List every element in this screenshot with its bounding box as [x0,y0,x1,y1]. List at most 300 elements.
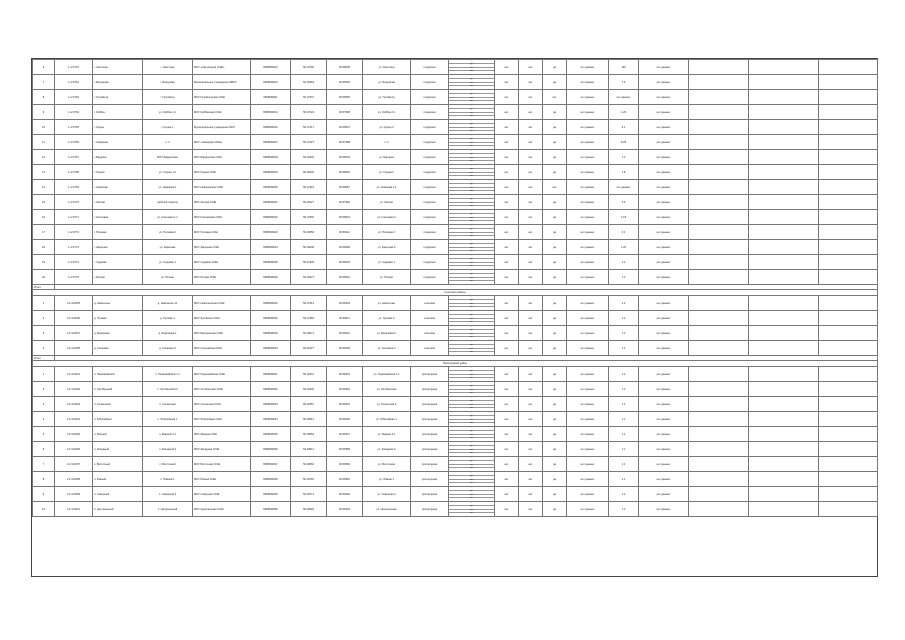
sub-cell: да [449,244,494,248]
cell-n: 16 [33,210,55,225]
cell-c13: нет данных [567,180,609,195]
sub-cell: да [449,502,494,506]
sub-cell: нет [449,334,494,338]
cell-c13: нет данных [567,382,609,397]
table-row [33,296,878,311]
cell-c11: нет [519,270,543,285]
cell-empty [689,120,749,135]
cell-sublist [449,367,494,381]
table-row [33,120,878,135]
cell-c1: 1.1/1/769 [55,180,93,195]
cell-c9: городская [411,90,449,105]
cell-c11: нет [519,382,543,397]
cell-c5: 6658390012 [251,75,291,90]
cell-n: 9 [33,487,55,502]
cell-empty [749,502,819,517]
cell-c10: нет [495,225,519,240]
cell-c10: нет [495,472,519,487]
cell-multi [449,225,495,240]
cell-c11: нет [519,311,543,326]
cell-c8: п. 2 [363,135,411,150]
sub-cell: нет [469,175,474,178]
cell-c9: городская [411,270,449,285]
table-row [33,240,878,255]
cell-c3: г. Безрукова [143,75,193,90]
sub-cell: да [449,311,494,315]
cell-c8: ул. Горная 2 [363,165,411,180]
cell-empty [749,412,819,427]
cell-n: 7 [33,457,55,472]
cell-c13: нет данных [567,326,609,341]
cell-empty [819,165,878,180]
cell-c1: 1.1/1/763 [55,90,93,105]
cell-c14: 6.1 [609,120,639,135]
cell-c6: 56.18227 [291,270,327,285]
cell-multi [449,210,495,225]
cell-c10: нет [495,341,519,356]
cell-c9: пригородная [411,367,449,382]
cell-c2: п. Центральный [93,502,143,517]
cell-empty [749,90,819,105]
cell-c6: 56.18457 [291,397,327,412]
cell-c2: г. Куйбин [93,105,143,120]
cell-empty [819,296,878,311]
cell-empty [689,326,749,341]
cell-c10: нет [495,296,519,311]
cell-c13: нет данных [567,90,609,105]
sub-cell: нет [469,220,474,223]
cell-sublist [449,135,494,149]
sub-cell: нет [449,450,494,454]
cell-c8: ул. Новикова 2.1 [363,180,411,195]
cell-c12: да [543,382,567,397]
cell-empty [689,135,749,150]
cell-empty [749,427,819,442]
cell-sublist [449,457,494,471]
cell-c5: 6658390025 [251,255,291,270]
cell-c15: нет данных [639,412,689,427]
sub-cell: нет [469,407,474,410]
cell-empty [689,367,749,382]
cell-c1: 1.1/1/775 [55,270,93,285]
cell-c8: ул. Бардина [363,150,411,165]
cell-c8: ул. Берёзовка 2 [363,326,411,341]
cell-c13: нет данных [567,472,609,487]
cell-c5: 6658390019 [251,165,291,180]
cell-empty [819,60,878,75]
cell-c14: 1.1 [609,457,639,472]
cell-c11: нет [519,442,543,457]
cell-c2: п. Южный [93,472,143,487]
cell-c1: 2.1/1/1/002 [55,382,93,397]
cell-c5: 6658390034 [251,341,291,356]
cell-c12: да [543,255,567,270]
cell-c15: нет данных [639,90,689,105]
cell-c15: нет данных [639,75,689,90]
cell-c12: да [543,472,567,487]
cell-empty [819,105,878,120]
cell-c5: 6658390024 [251,240,291,255]
table-row [33,326,878,341]
cell-c6: 56.17972 [291,90,327,105]
sub-cell: да [449,210,494,214]
cell-c15: нет данных [639,472,689,487]
sub-cell: нет [449,510,494,514]
cell-c3: д. Сосновка 3 [143,341,193,356]
cell-c4: МОУ Лесная СОШ [193,195,251,210]
cell-c11: нет [519,427,543,442]
cell-empty [749,397,819,412]
cell-c12: да [543,120,567,135]
cell-c13: нет данных [567,165,609,180]
sub-cell: нет [469,482,474,485]
cell-c11: нет [519,472,543,487]
cell-n: 11 [33,135,55,150]
cell-c3: п. Северный 2 [143,487,193,502]
cell-c14: 1.2 [609,296,639,311]
cell-multi [449,105,495,120]
cell-c11: нет [519,326,543,341]
cell-c11: нет [519,457,543,472]
sub-cell: нет [449,495,494,499]
cell-c7: 60.58369 [327,457,363,472]
cell-empty [819,225,878,240]
cell-empty [749,382,819,397]
cell-c9: городская [411,105,449,120]
cell-c9: пригородная [411,412,449,427]
cell-c1: 4.1/1/1/008 [55,341,93,356]
cell-c1: 2.1/1/1/003 [55,397,93,412]
cell-empty [689,457,749,472]
cell-empty [689,382,749,397]
cell-c1: 1.1/1/768 [55,165,93,180]
cell-c3: МОУ Бардинская [143,150,193,165]
sub-cell: да [449,105,494,109]
cell-c13: нет данных [567,296,609,311]
cell-empty [749,326,819,341]
cell-empty [749,341,819,356]
sub-cell: да [449,386,494,390]
sub-cell: да [449,472,494,476]
sub-cell: да [449,367,494,371]
cell-c14: 1.1 [609,367,639,382]
cell-c13: нет данных [567,105,609,120]
cell-c9: городская [411,135,449,150]
sub-cell: нет [469,130,474,133]
cell-c12: да [543,270,567,285]
sub-cell: да [449,60,494,64]
cell-c6: 56.18564 [291,427,327,442]
cell-c7: 60.58004 [327,150,363,165]
cell-n: 3 [33,397,55,412]
cell-c14: 1.18 [609,210,639,225]
cell-c1: 4.1/1/1/007 [55,326,93,341]
cell-c8: ул. Солнечная 2 [363,397,411,412]
cell-c9: городская [411,165,449,180]
cell-sublist [449,442,494,456]
cell-sublist [449,225,494,239]
cell-c10: нет [495,255,519,270]
cell-c3: ул. Горная 1.2 [143,165,193,180]
sub-cell: нет [449,113,494,117]
cell-empty [819,326,878,341]
cell-c15: нет данных [639,397,689,412]
cell-empty [689,180,749,195]
cell-c13: нет данных [567,270,609,285]
sub-cell: да [449,154,494,158]
cell-c4: МОУ Речная СОШ [193,270,251,285]
cell-c6: 56.18356 [291,225,327,240]
cell-c8: ул. Восточная [363,457,411,472]
cell-c2: д. Сосновка [93,341,143,356]
cell-c7: 60.58231 [327,326,363,341]
table-row [33,487,878,502]
cell-empty [819,367,878,382]
cell-c8: ул. Западная 3 [363,442,411,457]
table-row [33,180,878,195]
cell-c4: МОУ Новиковская СОШ [193,180,251,195]
cell-empty [689,442,749,457]
sub-cell: да [449,169,494,173]
cell-empty [819,210,878,225]
cell-c15: нет данных [639,457,689,472]
cell-c5: 6658390045 [251,427,291,442]
cell-c14: 1.1 [609,472,639,487]
cell-c10: нет [495,311,519,326]
cell-c6: 56.18127 [291,195,327,210]
cell-c7: 60.58336 [327,412,363,427]
cell-c8: ул. Луговая 4 [363,311,411,326]
cell-multi [449,60,495,75]
sub-cell: да [449,491,494,495]
table-row [33,367,878,382]
cell-sublist [449,255,494,269]
cell-c1: 1.1/1/771 [55,210,93,225]
cell-c15: нет данных [639,427,689,442]
cell-c5: 6658390044 [251,412,291,427]
cell-multi [449,240,495,255]
cell-c6: 56.18245 [291,165,327,180]
cell-c15: нет данных [639,382,689,397]
cell-c9: городская [411,180,449,195]
cell-c2: п. Солнечный [93,397,143,412]
sub-cell: нет [469,160,474,163]
table-row [33,255,878,270]
sub-cell: да [449,79,494,83]
cell-c15: нет данных [639,120,689,135]
cell-empty [819,180,878,195]
sub-cell: нет [469,250,474,253]
cell-c14: 100 [609,60,639,75]
cell-c12: нет [543,180,567,195]
sub-cell: нет [449,203,494,207]
cell-c13: нет данных [567,210,609,225]
cell-n: 12 [33,150,55,165]
sub-cell: нет [469,115,474,118]
cell-empty [749,311,819,326]
cell-multi [449,427,495,442]
sub-cell: да [449,330,494,334]
cell-c8: ул. Лесная [363,195,411,210]
sub-cell: нет [449,218,494,222]
cell-n: 5 [33,427,55,442]
cell-c5: 6658390020 [251,180,291,195]
cell-c7: 60.58002 [327,165,363,180]
sub-cell: да [449,90,494,94]
sub-cell: нет [469,377,474,380]
sub-cell: нет [449,405,494,409]
cell-empty [749,240,819,255]
cell-c3: ул. Полевая 2 [143,225,193,240]
cell-n: 10 [33,502,55,517]
sub-cell: нет [469,306,474,309]
cell-c5: 6658390023 [251,225,291,240]
cell-empty [819,270,878,285]
cell-c3: п. Западный 3 [143,442,193,457]
cell-empty [819,75,878,90]
sub-cell: нет [469,392,474,395]
cell-c2: г. Бардина [93,150,143,165]
cell-multi [449,472,495,487]
cell-c9: городская [411,255,449,270]
cell-empty [819,150,878,165]
table-row [33,341,878,356]
sub-cell: да [449,274,494,278]
cell-multi [449,412,495,427]
cell-c9: сельская [411,296,449,311]
cell-c5: 6658390026 [251,270,291,285]
cell-c7: 60.58003 [327,255,363,270]
sub-cell: нет [449,278,494,282]
sub-cell: да [449,442,494,446]
cell-sublist [449,120,494,134]
cell-c4: МОУ Заречная СОШ [193,240,251,255]
cell-c2: д. Новоселье [93,296,143,311]
cell-c7: 60.58007 [327,120,363,135]
cell-c7: 60.58315 [327,382,363,397]
cell-c5: 6658390032 [251,311,291,326]
cell-n: 10 [33,120,55,135]
sub-cell: нет [449,233,494,237]
cell-c5: 6658380012 [251,60,291,75]
cell-c4: МОУ Полевая СОШ [193,225,251,240]
cell-c14: нет данных [609,180,639,195]
cell-empty [749,296,819,311]
sub-cell: да [449,270,494,274]
cell-c10: нет [495,120,519,135]
cell-n: 4 [33,341,55,356]
cell-c15: нет данных [639,60,689,75]
cell-c12: да [543,225,567,240]
cell-empty [749,472,819,487]
cell-empty [819,487,878,502]
cell-c6: 56.18718 [291,472,327,487]
cell-c14: 1.26 [609,240,639,255]
cell-c8: ул. Южная 1 [363,472,411,487]
cell-c15: нет данных [639,105,689,120]
cell-c2: г. Светлица [93,60,143,75]
table-row [33,60,878,75]
cell-c6: 56.18611 [291,442,327,457]
cell-sublist [449,326,494,340]
cell-c3: ул. Садовая 1 [143,255,193,270]
cell-c11: нет [519,397,543,412]
cell-c6: 56.18512 [291,412,327,427]
sub-cell: да [449,225,494,229]
cell-c9: пригородная [411,472,449,487]
cell-c8: ул. Садовая 1 [363,255,411,270]
cell-c12: да [543,457,567,472]
cell-sublist [449,90,494,104]
cell-empty [819,240,878,255]
sub-cell: да [449,180,494,184]
sub-cell: нет [449,143,494,147]
cell-c10: нет [495,165,519,180]
cell-c8: ул. Кущин 3 [363,120,411,135]
cell-c6: 56.18304 [291,150,327,165]
cell-c7: 60.57998 [327,105,363,120]
cell-empty [689,105,749,120]
cell-c10: нет [495,240,519,255]
cell-empty [819,255,878,270]
sub-cell: да [449,135,494,139]
sub-cell: да [449,427,494,431]
cell-c5: 6658390048 [251,472,291,487]
cell-c7: 60.58358 [327,442,363,457]
cell-c11: нет [519,412,543,427]
table-row [33,105,878,120]
cell-c10: нет [495,502,519,517]
cell-c7: 60.58347 [327,427,363,442]
cell-c14: 1.1 [609,412,639,427]
cell-empty [819,90,878,105]
cell-c6: 56.17905 [291,255,327,270]
sub-cell: да [449,229,494,233]
cell-c4: Муниципальное учреждение МБОУ [193,75,251,90]
cell-c3: рабочий поселок [143,195,193,210]
cell-c8: ул. Северная 2 [363,487,411,502]
cell-c14: 1.1 [609,502,639,517]
cell-c9: городская [411,75,449,90]
cell-empty [819,341,878,356]
cell-c6: 56.18402 [291,382,327,397]
sub-cell: да [449,75,494,79]
table-row [33,195,878,210]
cell-empty [749,457,819,472]
cell-c1: 2.1/1/1/006 [55,442,93,457]
cell-c15: нет данных [639,165,689,180]
table-row [33,427,878,442]
cell-c2: п. Мирный [93,427,143,442]
cell-c8: ул. Юбилейная 1 [363,412,411,427]
cell-c6: 56.18463 [291,75,327,90]
cell-c7: 60.58005 [327,60,363,75]
cell-c4: МОУ Восточная СОШ [193,457,251,472]
cell-empty [819,412,878,427]
sub-cell: да [449,199,494,203]
cell-c5: 6658390014 [251,105,291,120]
sub-cell: нет [469,422,474,425]
sub-cell: да [449,315,494,319]
cell-sublist [449,195,494,209]
sub-cell: да [449,401,494,405]
sub-cell: нет [469,70,474,73]
cell-c14: 1.1 [609,487,639,502]
cell-empty [689,210,749,225]
cell-c6: 56.17984 [291,311,327,326]
cell-empty [819,397,878,412]
cell-c1: 1.1/1/764 [55,105,93,120]
